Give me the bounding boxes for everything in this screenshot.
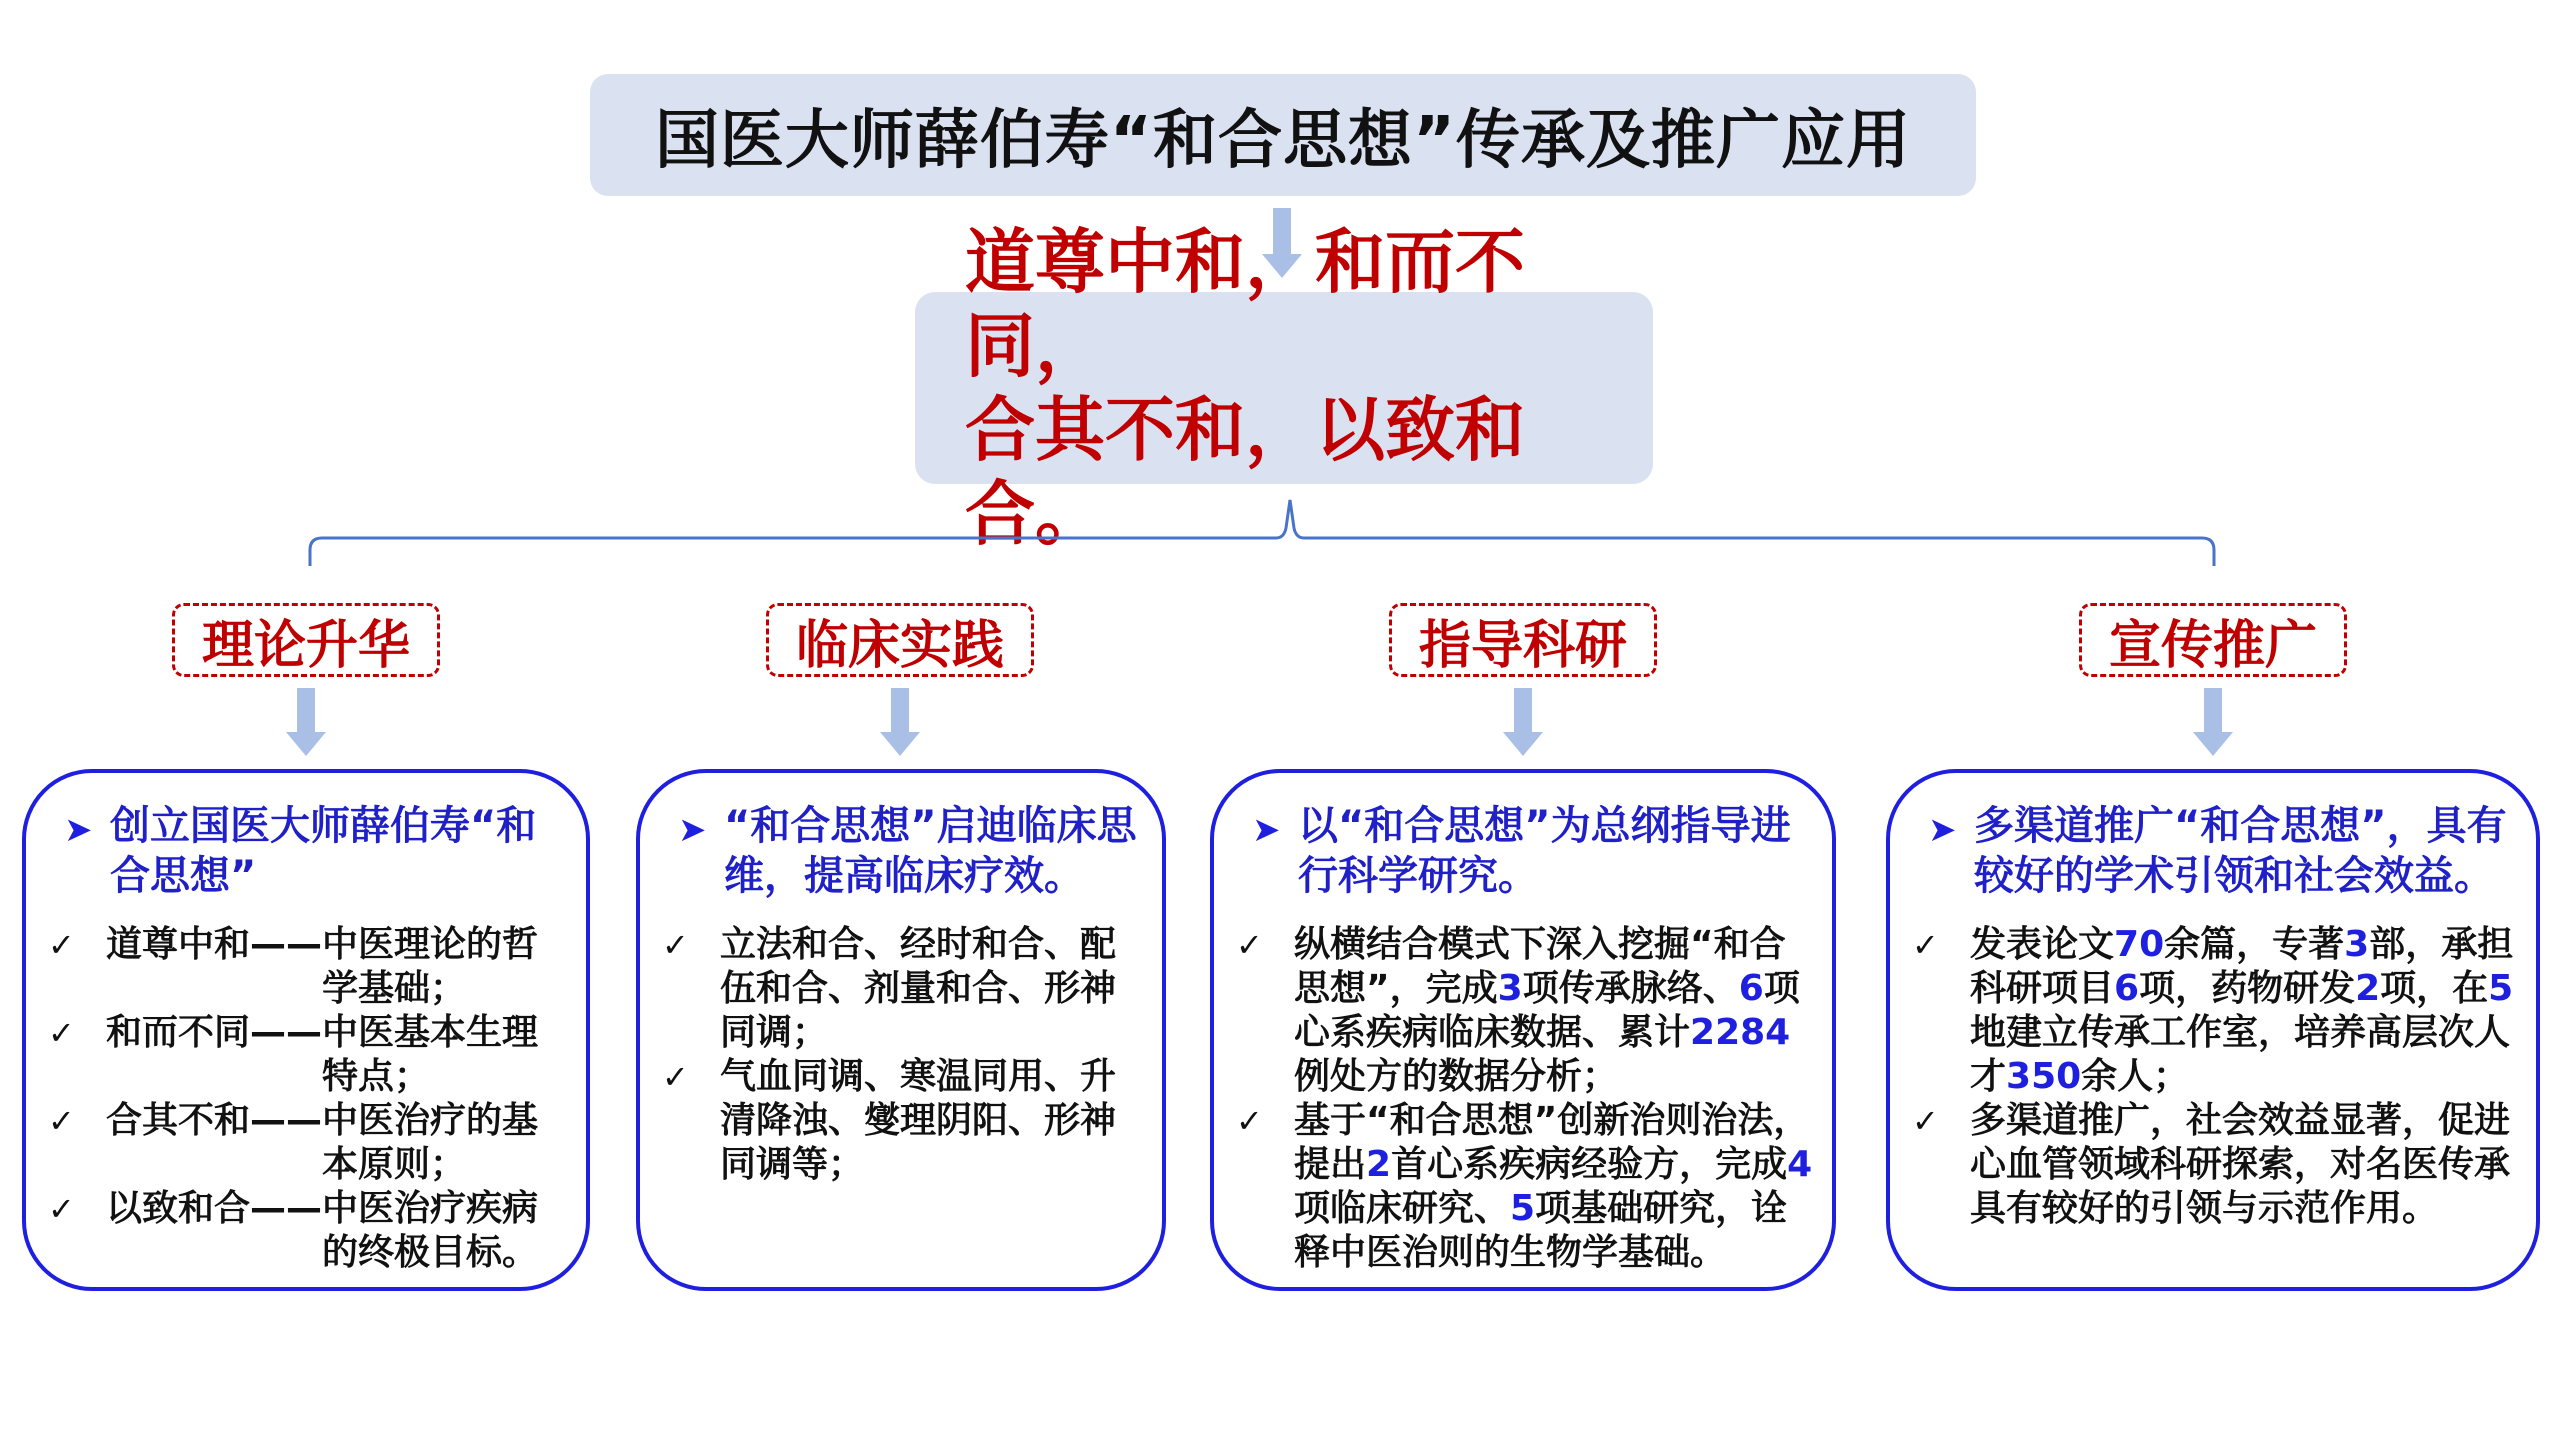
card-list — [1908, 923, 2522, 1231]
list-item: ✓ 发表论文70余篇，专著3部，承担科研项目6项，药物研发2项，在5地建立传承工作室，培养高层次人才350余人； — [1912, 924, 2514, 1097]
down-arrow-icon — [286, 688, 326, 756]
card-list — [658, 923, 1148, 1187]
list-item: ✓ 多渠道推广，社会效益显著，促进心血管领域科研探索，对名医传承具有较好的引领与示范作用。 — [1912, 1100, 2511, 1229]
arrowhead-bullet-icon: ➤ — [64, 810, 93, 850]
down-arrow-icon — [880, 688, 920, 756]
card-theory — [22, 769, 590, 1291]
checkmark-icon: ✓ — [662, 926, 689, 964]
arrowhead-bullet-icon: ➤ — [1928, 810, 1957, 850]
checkmark-icon: ✓ — [662, 1058, 689, 1096]
list-item: ✓ 道尊中和—— 中医理论的哲学基础； — [48, 924, 539, 1009]
card-heading: ➤ 创立国医大师薛伯寿“和合思想” — [64, 803, 537, 899]
list-item: ✓ 纵横结合模式下深入挖掘“和合思想”，完成3项传承脉络、6项心系疾病临床数据、累计2284例处方的数据分析； — [1236, 924, 1800, 1097]
down-arrow-icon — [2193, 688, 2233, 756]
checkmark-icon: ✓ — [48, 1102, 75, 1140]
checkmark-icon: ✓ — [1912, 926, 1939, 964]
card-list — [1232, 923, 1818, 1275]
checkmark-icon: ✓ — [1236, 1102, 1263, 1140]
checkmark-icon: ✓ — [1912, 1102, 1939, 1140]
card-promotion — [1886, 769, 2540, 1291]
motto-line-2: 合其不和，以致和合。 — [965, 389, 1525, 555]
arrowhead-bullet-icon: ➤ — [678, 810, 707, 850]
card-heading: ➤ 多渠道推广“和合思想”，具有较好的学术引领和社会效益。 — [1928, 803, 2507, 899]
list-item: ✓ 和而不同—— 中医基本生理特点； — [48, 1012, 539, 1097]
checkmark-icon: ✓ — [48, 1014, 75, 1052]
card-heading: ➤ 以“和合思想”为总纲指导进行科学研究。 — [1252, 803, 1791, 899]
category-label-clinical: 临床实践 — [766, 603, 1034, 677]
checkmark-icon: ✓ — [1236, 926, 1263, 964]
checkmark-icon: ✓ — [48, 926, 75, 964]
arrowhead-bullet-icon: ➤ — [1252, 810, 1281, 850]
category-label-theory: 理论升华 — [172, 603, 440, 677]
list-item: ✓ 基于“和合思想”创新治则治法，提出2首心系疾病经验方，完成4项临床研究、5项基础研究，诠释中医治则的生物学基础。 — [1236, 1100, 1813, 1273]
card-list — [44, 923, 572, 1275]
list-item: ✓ 合其不和—— 中医治疗的基本原则； — [48, 1100, 539, 1185]
card-research — [1210, 769, 1836, 1291]
card-heading: ➤ “和合思想”启迪临床思维，提高临床疗效。 — [678, 803, 1137, 899]
down-arrow-icon — [1503, 688, 1543, 756]
motto-line-1: 道尊中和，和而不同， — [965, 221, 1525, 387]
category-label-research: 指导科研 — [1389, 603, 1657, 677]
category-label-promotion: 宣传推广 — [2079, 603, 2347, 677]
checkmark-icon: ✓ — [48, 1190, 75, 1228]
diagram-title: 国医大师薛伯寿“和合思想”传承及推广应用 — [590, 74, 1976, 196]
list-item: ✓ 立法和合、经时和合、配伍和合、剂量和合、形神同调； — [662, 924, 1117, 1053]
list-item: ✓ 以致和合—— 中医治疗疾病的终极目标。 — [48, 1188, 539, 1273]
list-item: ✓ 气血同调、寒温同用、升清降浊、燮理阴阳、形神同调等； — [662, 1056, 1117, 1185]
card-clinical — [636, 769, 1166, 1291]
